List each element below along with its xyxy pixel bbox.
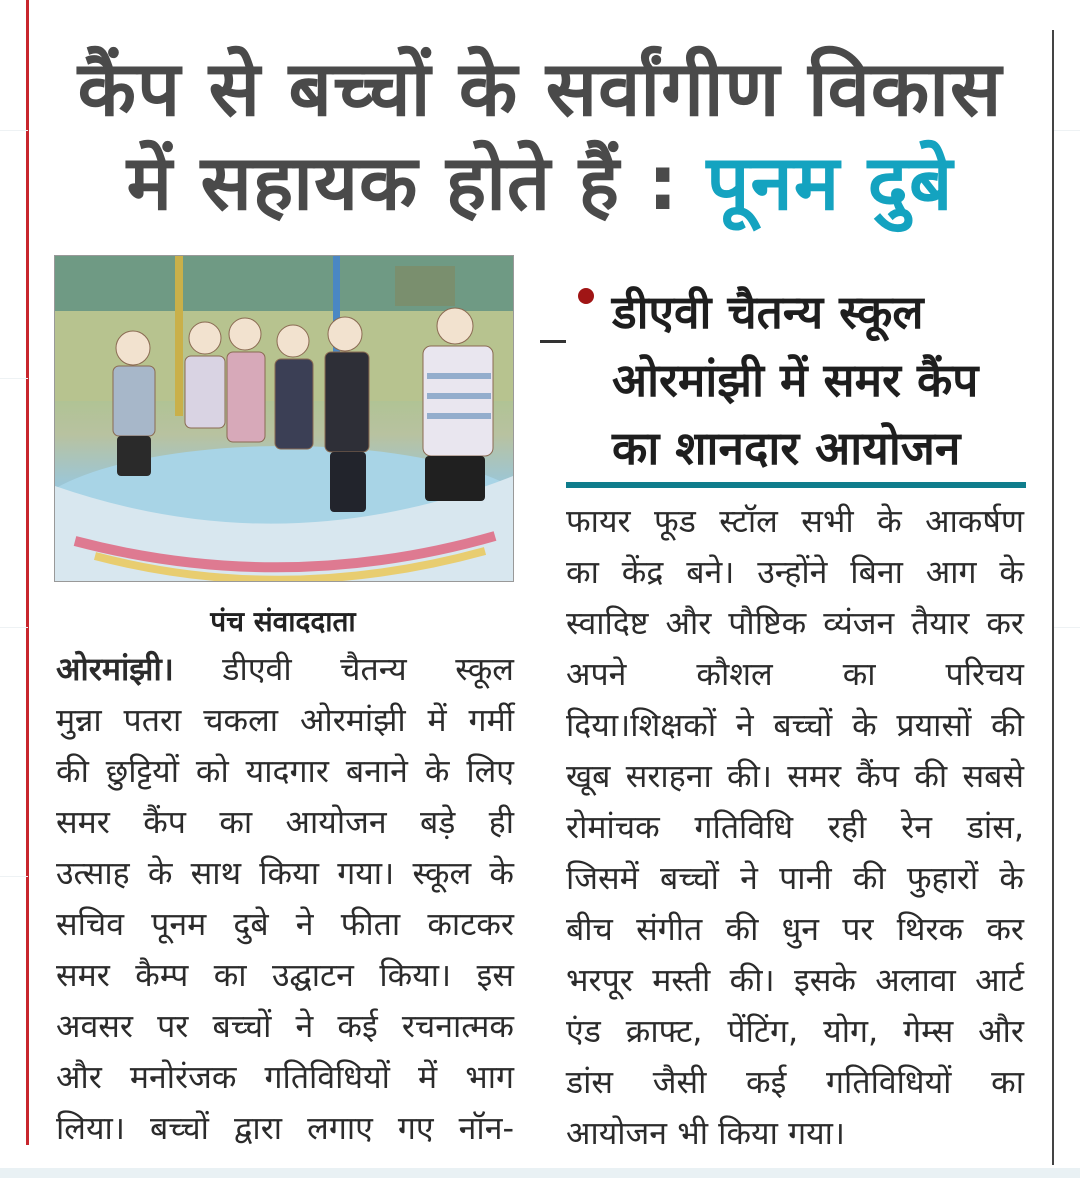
article-line: अपने कौशल का परिचय bbox=[566, 655, 1024, 693]
article-line: लिया। बच्चों द्वारा लगाए गए नॉन- bbox=[56, 1109, 514, 1147]
left-margin-rule bbox=[26, 0, 29, 1145]
subhead-bullet bbox=[578, 288, 594, 304]
children-in-pool-illustration bbox=[55, 256, 513, 581]
subhead-dash bbox=[540, 340, 566, 343]
article-line: उत्साह के साथ किया गया। स्कूल के bbox=[56, 854, 514, 892]
article-left-column bbox=[56, 644, 514, 1154]
guide-line bbox=[0, 378, 28, 379]
guide-line bbox=[0, 627, 28, 628]
article-right-column bbox=[566, 496, 1024, 1159]
subhead-line: डीएवी चैतन्य स्कूल bbox=[612, 285, 924, 339]
article-line: सचिव पूनम दुबे ने फीता काटकर bbox=[56, 905, 514, 943]
guide-line bbox=[0, 130, 28, 131]
headline-name: पूनम दुबे bbox=[706, 138, 954, 227]
headline bbox=[40, 42, 1040, 230]
article-line: समर कैम्प का उद्घाटन किया। इस bbox=[56, 956, 514, 994]
article-line: की छुट्टियों को यादगार बनाने के लिए bbox=[56, 752, 514, 790]
article-line: भरपूर मस्ती की। इसके अलावा आर्ट bbox=[566, 961, 1024, 999]
article-line: मुन्ना पतरा चकला ओरमांझी में गर्मी bbox=[56, 701, 514, 739]
article-line: डांस जैसी कई गतिविधियों का bbox=[566, 1063, 1024, 1101]
right-margin-rule bbox=[1052, 30, 1054, 1165]
subhead-line: ओरमांझी में समर कैंप bbox=[612, 353, 979, 407]
article-line: समर कैंप का आयोजन बड़े ही bbox=[56, 803, 514, 841]
article-line: जिसमें बच्चों ने पानी की फुहारों के bbox=[566, 859, 1024, 897]
byline: पंच संवाददाता bbox=[210, 605, 356, 638]
article-line-text: डीएवी चैतन्य स्कूल bbox=[173, 650, 514, 688]
headline-line-2: में सहायक होते हैं : bbox=[126, 138, 679, 227]
article-line: आयोजन भी किया गया। bbox=[566, 1114, 846, 1152]
article-line: एंड क्राफ्ट, पेंटिंग, योग, गेम्स और bbox=[566, 1012, 1024, 1050]
guide-line bbox=[0, 876, 28, 877]
article-line: दिया।शिक्षकों ने बच्चों के प्रयासों की bbox=[566, 706, 1024, 744]
subhead-line: का शानदार आयोजन bbox=[612, 421, 961, 475]
article-line: खूब सराहना की। समर कैंप की सबसे bbox=[566, 757, 1024, 795]
guide-line bbox=[1054, 130, 1080, 131]
article-line: बीच संगीत की धुन पर थिरक कर bbox=[566, 910, 1024, 948]
article-line: का केंद्र बने। उन्होंने बिना आग के bbox=[566, 553, 1025, 591]
bottom-band bbox=[0, 1168, 1080, 1178]
headline-line-1: कैंप से बच्चों के सर्वांगीण विकास bbox=[77, 44, 1003, 133]
article-line: स्वादिष्ट और पौष्टिक व्यंजन तैयार कर bbox=[566, 604, 1024, 642]
article-line: फायर फूड स्टॉल सभी के आकर्षण bbox=[566, 502, 1024, 540]
news-photo bbox=[54, 255, 514, 582]
subheadline bbox=[612, 278, 1032, 482]
article-line bbox=[56, 644, 514, 695]
article-line: अवसर पर बच्चों ने कई रचनात्मक bbox=[56, 1007, 514, 1045]
subhead-rule bbox=[566, 482, 1026, 488]
guide-line bbox=[1054, 627, 1080, 628]
article-line: और मनोरंजक गतिविधियों में भाग bbox=[56, 1058, 514, 1096]
dateline-place: ओरमांझी। bbox=[56, 650, 174, 688]
article-line: रोमांचक गतिविधि रही रेन डांस, bbox=[566, 808, 1024, 846]
